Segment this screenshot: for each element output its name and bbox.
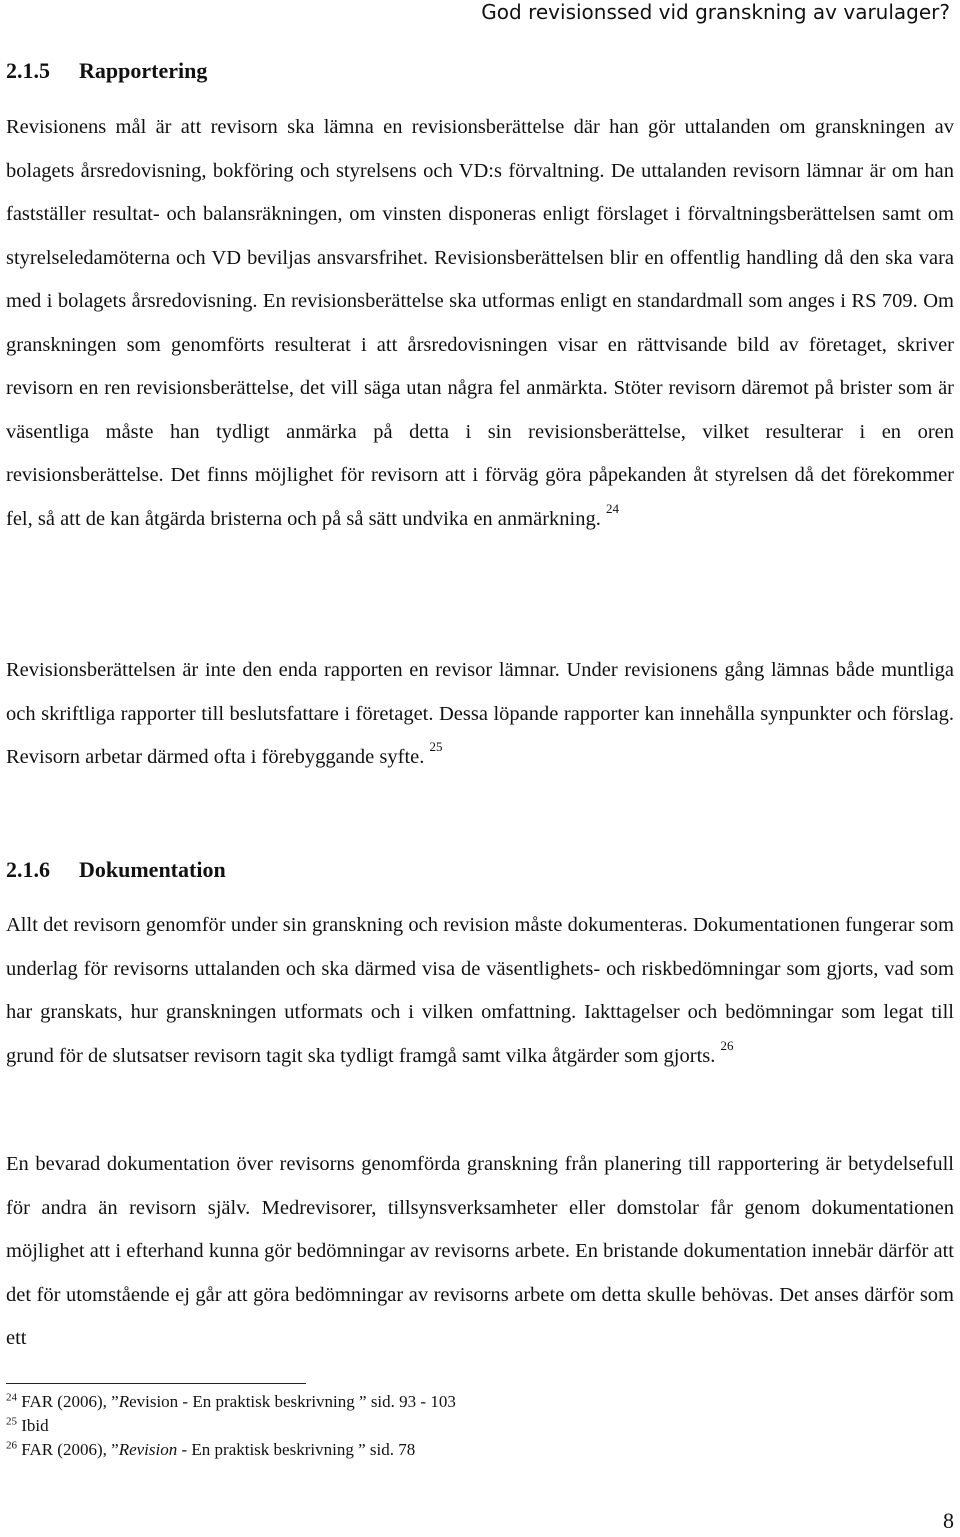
footnote bbox=[6, 1414, 906, 1438]
footnote-number: 24 bbox=[6, 1391, 17, 1404]
footnote-number: 26 bbox=[6, 1439, 17, 1452]
paragraph-text: Revisionsberättelsen är inte den enda rapporten en revisor lämnar. Under revisionens gång lämnas både muntliga och skriftliga rapporter till beslutsfattare i företaget. Dessa löpande rapporter kan innehålla synpunkter och förslag. Revisorn arbetar därmed ofta i förebyggande syfte. bbox=[6, 659, 954, 768]
footnote-separator bbox=[6, 1383, 306, 1384]
footnote-italic: Revision bbox=[118, 1440, 178, 1459]
paragraph bbox=[6, 904, 954, 1078]
footnote-italic: R bbox=[118, 1392, 130, 1411]
paragraph-text: Revisionens mål är att revisorn ska lämna en revisionsberättelse där han gör uttalanden om granskningen av bolagets årsredovisning, bokföring och styrelsens och VD:s förvaltning. De uttalanden revisorn lämnar är om han fastställer resultat- och balansräkningen, om vinsten disponeras enligt förslaget i förvaltningsberättelsen samt om styrelseledamöterna och VD beviljas ansvarsfrihet. Revisionsberättelsen blir en offentlig handling då den ska vara med i bolagets årsredovisning. En revisionsberättelse ska utformas enligt en standardmall som anges i RS 709. Om granskningen som genomförts resulterat i att årsredovisningen visar en rättvisande bild av företaget, skriver revisorn en ren revisionsberättelse, det vill säga utan några fel anmärkta. Stöter revisorn däremot på brister som är väsentliga måste han tydligt anmärka på detta i sin revisionsberättelse, vilket resulterar i en oren revisionsberättelse. Det finns möjlighet för revisorn att i förväg göra påpekanden åt styrelsen då det förekommer fel, så att de kan åtgärda bristerna och på så sätt undvika en anmärkning. bbox=[6, 116, 954, 530]
footnote-text: FAR (2006), ” bbox=[21, 1392, 119, 1411]
footnote-reference: 25 bbox=[429, 739, 443, 755]
section-heading-dokumentation bbox=[6, 857, 226, 883]
running-header: God revisionssed vid granskning av varulager? bbox=[481, 0, 950, 24]
section-title: Dokumentation bbox=[79, 857, 226, 882]
footnote bbox=[6, 1390, 906, 1414]
paragraph bbox=[6, 106, 954, 541]
footnote-reference: 26 bbox=[720, 1037, 734, 1053]
page-number: 8 bbox=[943, 1508, 954, 1533]
paragraph bbox=[6, 649, 954, 780]
footnote-text: FAR (2006), ” bbox=[21, 1440, 119, 1459]
section-number: 2.1.5 bbox=[6, 58, 50, 83]
section-title: Rapportering bbox=[79, 58, 208, 83]
section-number: 2.1.6 bbox=[6, 857, 50, 882]
section-heading-rapportering bbox=[6, 58, 207, 84]
paragraph bbox=[6, 1143, 954, 1361]
footnote-text: Ibid bbox=[21, 1416, 49, 1435]
footnotes bbox=[6, 1390, 906, 1462]
footnote-reference: 24 bbox=[605, 500, 619, 516]
footnote-text: - En praktisk beskrivning ” sid. 78 bbox=[177, 1440, 416, 1459]
paragraph-text: En bevarad dokumentation över revisorns genomförda granskning från planering till rapportering är betydelsefull för andra än revisorn själv. Medrevisorer, tillsynsverksamheter eller domstolar får genom dokumentationen möjlighet att i efterhand kunna gör bedömningar av revisorns arbete. En bristande dokumentation innebär därför att det för utomstående ej går att göra bedömningar av revisorns arbete om detta skulle behövas. Det anses därför som ett bbox=[6, 1153, 954, 1349]
paragraph-text: Allt det revisorn genomför under sin granskning och revision måste dokumenteras. Dokumentationen fungerar som underlag för revisorns uttalanden och ska därmed visa de väsentlighets- och riskbedömningar som gjorts, vad som har granskats, hur granskningen utformats och i vilken omfattning. Iakttagelser och bedömningar som legat till grund för de slutsatser revisorn tagit ska tydligt framgå samt vilka åtgärder som gjorts. bbox=[6, 914, 954, 1067]
footnote bbox=[6, 1438, 906, 1462]
footnote-text: evision - En praktisk beskrivning ” sid. 93 - 103 bbox=[129, 1392, 456, 1411]
footnote-number: 25 bbox=[6, 1415, 17, 1428]
